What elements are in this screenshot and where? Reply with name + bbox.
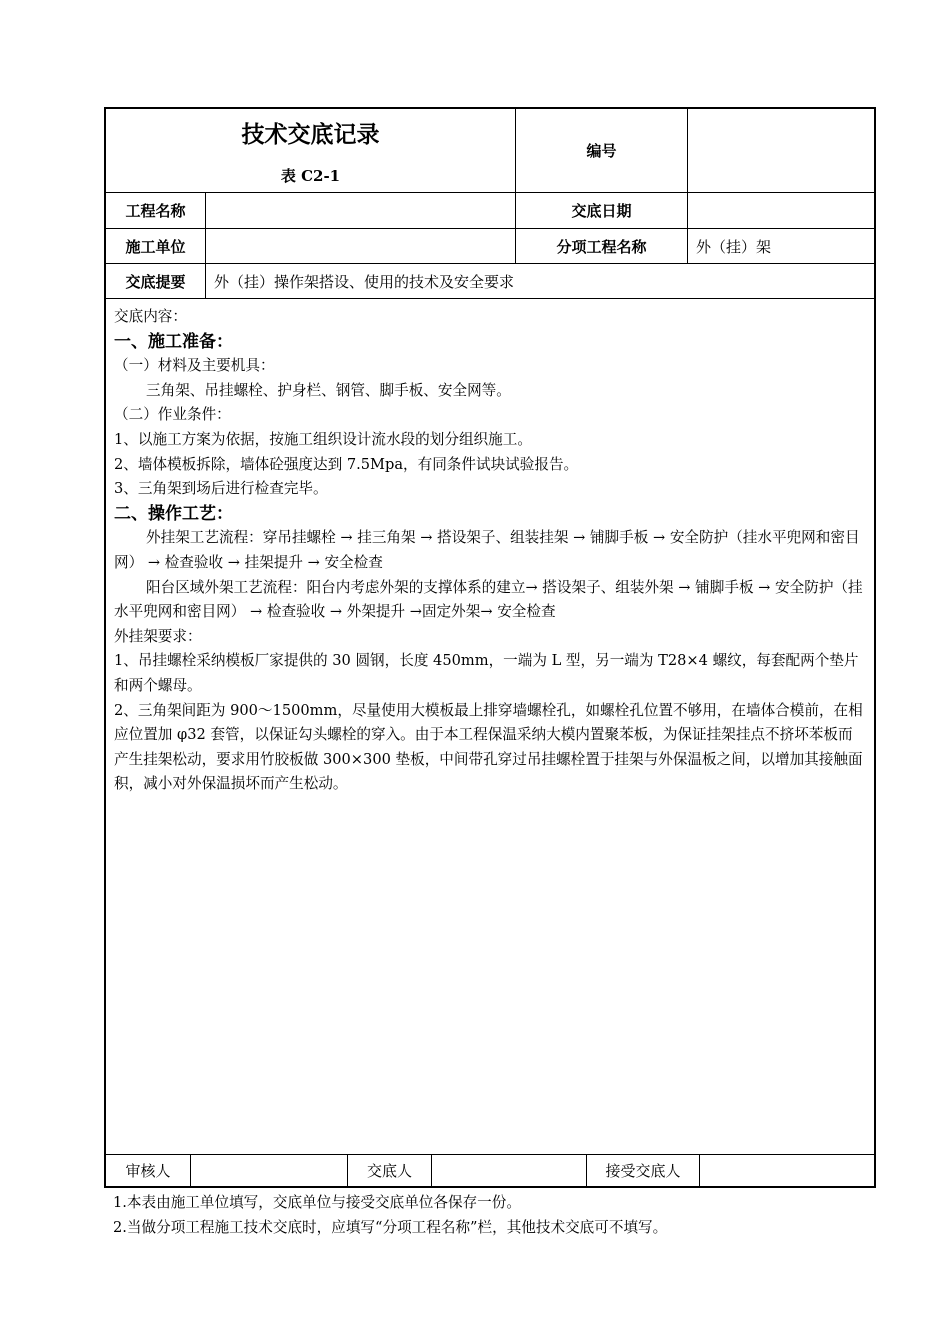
note-1: 1.本表由施工单位填写，交底单位与接受交底单位各保存一份。 xyxy=(113,1194,521,1211)
date-field[interactable] xyxy=(688,193,874,228)
project-name-label: 工程名称 xyxy=(106,193,206,228)
section-1-title: 一、施工准备： xyxy=(114,331,233,352)
section-1-item-2: 2、墙体模板拆除，墙体砼强度达到 7.5Mpa，有同条件试块试验报告。 xyxy=(114,455,579,473)
receiver-field[interactable] xyxy=(700,1155,874,1186)
form-title: 技术交底记录 xyxy=(241,121,380,148)
section-2-req-2: 2、三角架间距为 900～1500mm，尽量使用大模板最上排穿墙螺栓孔，如螺栓孔位置不够用，在墙体合模前，在相应位置加 φ32 套管，以保证勾头螺栓的穿入。由于本工程保温采纳大模内置聚苯板，为保证挂架挂点不挤坏苯板而产生挂架松动，要求用竹胶板做 300×300 垫板，中间带孔穿过吊挂螺栓置于挂架与外保温板之间，以增加其接触面积，减小对外保温损坏而产生松动。 xyxy=(114,701,863,793)
form-notes xyxy=(113,1190,667,1240)
summary-field[interactable]: 外（挂）操作架搭设、使用的技术及安全要求 xyxy=(214,272,515,291)
number-field[interactable] xyxy=(688,109,874,192)
section-1-item-3: 3、三角架到场后进行检查完毕。 xyxy=(114,480,328,498)
section-2-req-1: 1、吊挂螺栓采纳模板厂家提供的 30 圆钢，长度 450mm，一端为 L 型，另一端为 T28×4 螺纹，每套配两个垫片和两个螺母。 xyxy=(114,652,859,694)
section-2-req-title: 外挂架要求： xyxy=(114,627,202,645)
title-block xyxy=(106,109,516,192)
signature-row xyxy=(106,1154,874,1186)
project-name-field[interactable] xyxy=(206,193,516,228)
section-1-sub-2: （二）作业条件： xyxy=(114,406,231,424)
date-label: 交底日期 xyxy=(516,193,688,228)
form-code: 表 C2-1 xyxy=(280,166,341,185)
disclosure-content xyxy=(106,299,874,797)
discloser-field[interactable] xyxy=(432,1155,587,1186)
title-row xyxy=(106,109,874,193)
discloser-label: 交底人 xyxy=(348,1155,432,1186)
contractor-label: 施工单位 xyxy=(106,229,206,263)
section-2-para-1: 外挂架工艺流程：穿吊挂螺栓 → 挂三角架 → 搭设架子、组装挂架 → 铺脚手板 → 安全防护（挂水平兜网和密目网） → 检查验收 → 挂架提升 → 安全检查 xyxy=(114,529,860,571)
content-intro: 交底内容： xyxy=(114,308,187,325)
contractor-row xyxy=(106,229,874,264)
summary-row xyxy=(106,264,874,299)
sub-project-label: 分项工程名称 xyxy=(516,229,688,263)
reviewer-field[interactable] xyxy=(191,1155,348,1186)
project-row xyxy=(106,193,874,229)
section-1-materials: 三角架、吊挂螺栓、护身栏、钢管、脚手板、安全网等。 xyxy=(146,381,511,399)
contractor-field[interactable] xyxy=(206,229,516,263)
receiver-label: 接受交底人 xyxy=(587,1155,700,1186)
summary-label: 交底提要 xyxy=(106,264,206,298)
reviewer-label: 审核人 xyxy=(106,1155,191,1186)
section-2-para-2: 阳台区域外架工艺流程：阳台内考虑外架的支撑体系的建立→ 搭设架子、组装外架 → 铺脚手板 → 安全防护（挂水平兜网和密目网） → 检查验收 → 外架提升 →固定外架→ 安全检查 xyxy=(114,578,863,621)
note-2: 2.当做分项工程施工技术交底时，应填写“分项工程名称”栏，其他技术交底可不填写。 xyxy=(113,1219,668,1236)
sub-project-field[interactable]: 外（挂）架 xyxy=(696,237,772,256)
disclosure-form xyxy=(104,107,876,1188)
number-label: 编号 xyxy=(516,109,688,192)
section-1-item-1: 1、以施工方案为依据，按施工组织设计流水段的划分组织施工。 xyxy=(114,430,532,448)
section-1-sub-1: （一）材料及主要机具： xyxy=(114,357,275,375)
section-2-title: 二、操作工艺： xyxy=(114,503,233,524)
